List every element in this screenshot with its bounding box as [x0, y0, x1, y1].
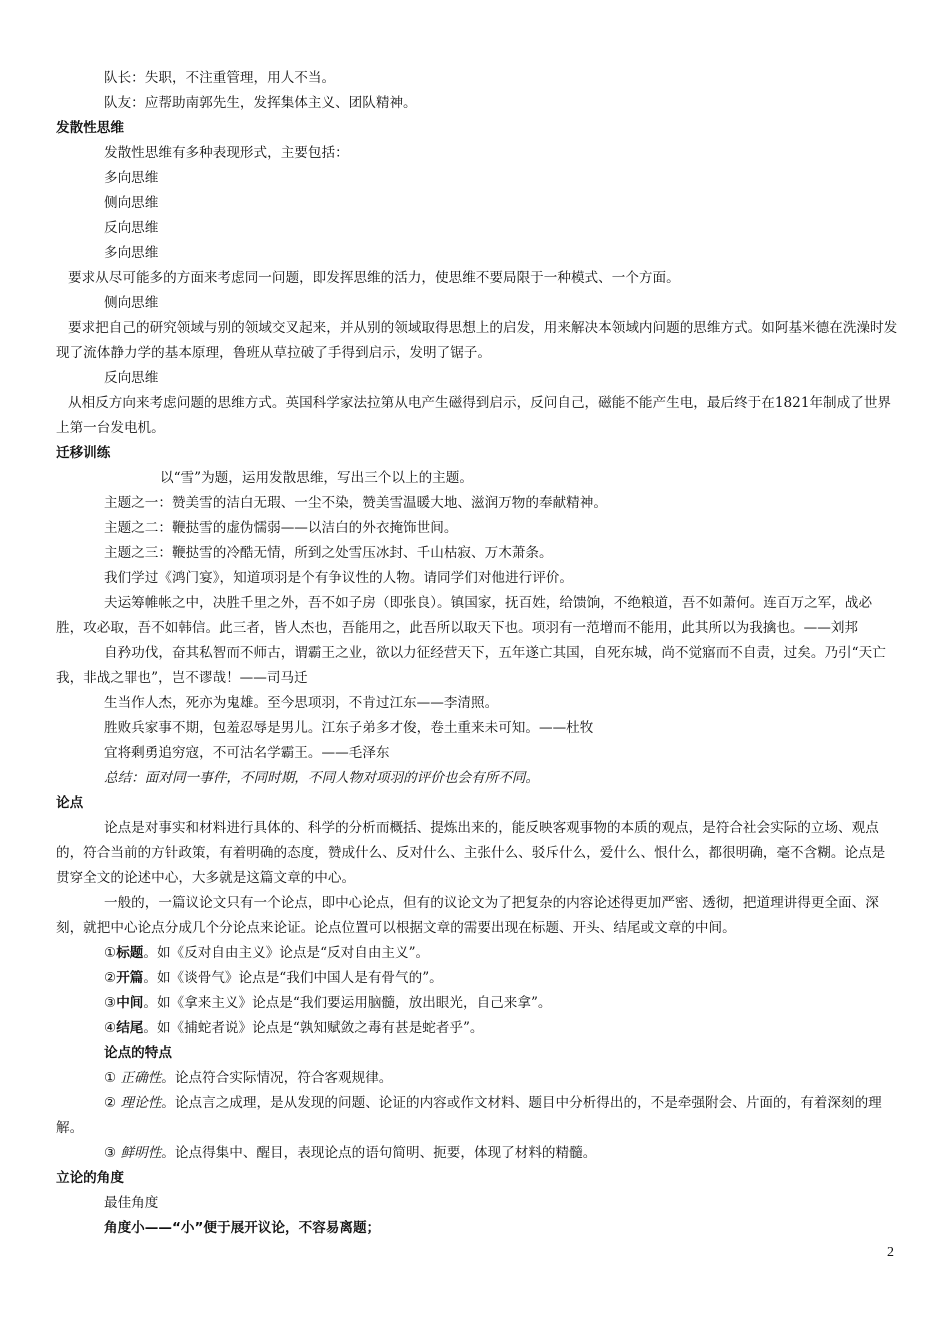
section-heading-transfer: 迁移训练	[56, 445, 111, 461]
bold-line: 角度小——“小”便于展开议论，不容易离题；	[104, 1220, 381, 1236]
text-line: 最佳角度	[104, 1195, 159, 1211]
list-text: 。如《捕蛇者说》论点是“孰知赋敛之毒有甚是蛇者乎”。	[143, 1020, 484, 1036]
page-number: 2	[887, 1245, 894, 1260]
text-line: 侧向思维	[104, 295, 159, 311]
list-number: ②	[104, 1095, 117, 1111]
document-page	[56, 66, 898, 1241]
summary-line: 总结：面对同一事件，不同时期，不同人物对项羽的评价也会有所不同。	[104, 770, 539, 786]
section-heading-divergent: 发散性思维	[56, 120, 124, 136]
list-number: ③	[104, 995, 117, 1011]
list-bold-term: 开篇	[116, 970, 144, 986]
paragraph: 一般的，一篇议论文只有一个论点，即中心论点，但有的议论文为了把复杂的内容论述得更加严密、透彻，把道理讲得更全面、深刻，就把中心论点分成几个分论点来论证。论点位置可以根据文章的需要出现在标题、开头、结尾或文章的中间。	[56, 895, 879, 936]
list-item	[56, 991, 898, 1016]
text-line: 宜将剩勇追穷寇，不可沽名学霸王。——毛泽东	[104, 745, 390, 761]
paragraph: 要求把自己的研究领域与别的领域交叉起来，并从别的领域取得思想上的启发，用来解决本领域内问题的思维方式。如阿基米德在洗澡时发现了流体静力学的基本原理，鲁班从草拉破了手得到启示，发明了锯子。	[56, 320, 898, 361]
text-line: 主题之三：鞭挞雪的冷酷无情，所到之处雪压冰封、千山枯寂、万木萧条。	[104, 545, 553, 561]
list-text: 。如《反对自由主义》论点是“反对自由主义”。	[143, 945, 430, 961]
text-line: 反向思维	[104, 220, 159, 236]
list-text: 。论点得集中、醒目，表现论点的语句简明、扼要，体现了材料的精髓。	[161, 1145, 597, 1161]
text-line: 发散性思维有多种表现形式，主要包括：	[104, 145, 349, 161]
list-number: ③	[104, 1145, 117, 1161]
list-text: 。如《拿来主义》论点是“我们要运用脑髓，放出眼光，自己来拿”。	[143, 995, 552, 1011]
text-line: 反向思维	[104, 370, 159, 386]
list-italic-term: 鲜明性	[120, 1145, 162, 1161]
list-item	[56, 1141, 898, 1166]
text-line: 我们学过《鸿门宴》，知道项羽是个有争议性的人物。请同学们对他进行评价。	[104, 570, 573, 586]
subheading-features: 论点的特点	[104, 1045, 172, 1061]
list-italic-term: 理论性	[120, 1095, 162, 1111]
list-bold-term: 结尾	[116, 1020, 144, 1036]
text-line: 队长：失职，不注重管理，用人不当。	[104, 70, 336, 86]
section-heading-angle: 立论的角度	[56, 1170, 124, 1186]
text-line: 队友：应帮助南郭先生，发挥集体主义、团队精神。	[104, 95, 417, 111]
section-heading-thesis: 论点	[56, 795, 84, 811]
list-text: 。如《谈骨气》论点是“我们中国人是有骨气的”。	[143, 970, 443, 986]
list-number: ①	[104, 945, 117, 961]
list-item	[56, 1016, 898, 1041]
list-text: 。论点言之成理，是从发现的问题、论证的内容或作文材料、题目中分析得出的，不是牵强附会、片面的，有着深刻的理解。	[56, 1095, 882, 1136]
list-item	[56, 966, 898, 991]
list-item	[56, 941, 898, 966]
text-line: 以“雪”为题，运用发散思维，写出三个以上的主题。	[160, 470, 473, 486]
list-number: ②	[104, 970, 117, 986]
text-line: 侧向思维	[104, 195, 159, 211]
quote-paragraph: 夫运筹帷帐之中，决胜千里之外，吾不如子房（即张良）。镇国家，抚百姓，给馈饷，不绝粮道，吾不如萧何。连百万之军，战必胜，攻必取，吾不如韩信。此三者，皆人杰也，吾能用之，此吾所以取天下也。项羽有一范增而不能用，此其所以为我擒也。——刘邦	[56, 595, 873, 636]
text-line: 多向思维	[104, 245, 159, 261]
list-number: ①	[104, 1070, 117, 1086]
text-line: 多向思维	[104, 170, 159, 186]
paragraph: 要求从尽可能多的方面来考虑同一问题，即发挥思维的活力，使思维不要局限于一种模式、一个方面。	[68, 270, 680, 286]
list-bold-term: 标题	[116, 945, 144, 961]
list-item	[56, 1066, 898, 1091]
text-line: 主题之一：赞美雪的洁白无瑕、一尘不染，赞美雪温暖大地、滋润万物的奉献精神。	[104, 495, 607, 511]
text-line: 胜败兵家事不期，包羞忍辱是男儿。江东子弟多才俊，卷土重来未可知。——杜牧	[104, 720, 594, 736]
paragraph: 从相反方向来考虑问题的思维方式。英国科学家法拉第从电产生磁得到启示，反问自己，磁能不能产生电，最后终于在1821年制成了世界上第一台发电机。	[56, 395, 892, 436]
list-bold-term: 中间	[116, 995, 144, 1011]
text-line: 主题之二：鞭挞雪的虚伪懦弱——以洁白的外衣掩饰世间。	[104, 520, 458, 536]
text-line: 生当作人杰，死亦为鬼雄。至今思项羽，不肯过江东——李清照。	[104, 695, 499, 711]
list-text: 。论点符合实际情况，符合客观规律。	[161, 1070, 393, 1086]
quote-paragraph: 自矜功伐，奋其私智而不师古，谓霸王之业，欲以力征经营天下，五年遂亡其国，自死东城，尚不觉寤而不自责，过矣。乃引“天亡我，非战之罪也”，岂不谬哉！——司马迁	[56, 645, 886, 686]
list-italic-term: 正确性	[120, 1070, 162, 1086]
list-number: ④	[104, 1020, 117, 1036]
list-item	[56, 1091, 898, 1141]
paragraph: 论点是对事实和材料进行具体的、科学的分析而概括、提炼出来的，能反映客观事物的本质的观点，是符合社会实际的立场、观点的，符合当前的方针政策，有着明确的态度，赞成什么、反对什么、主张什么、驳斥什么，爱什么、恨什么，都很明确，毫不含糊。论点是贯穿全文的论述中心，大多就是这篇文章的中心。	[56, 820, 886, 886]
